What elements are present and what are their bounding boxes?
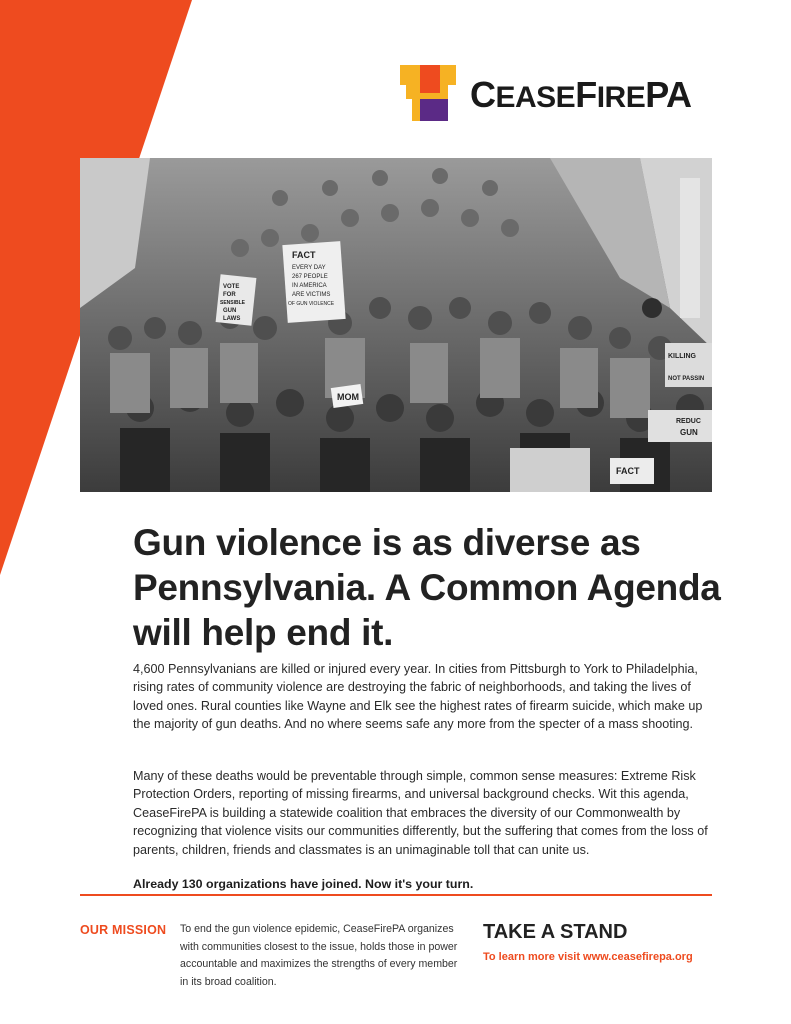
mission-text: To end the gun violence epidemic, CeaseFirePA organizes with communities closest to the issue, holds those in power accountable and maximizes the strengths of every member in its broad coalition. — [180, 923, 458, 988]
svg-text:ARE VICTIMS: ARE VICTIMS — [292, 292, 331, 298]
keystone-logo-icon — [400, 63, 460, 123]
logo-wordmark: CEASEFIREPA — [470, 74, 692, 115]
orange-divider — [80, 894, 712, 896]
svg-text:FACT: FACT — [616, 466, 640, 476]
mission-label: OUR MISSION — [80, 923, 167, 937]
website-link[interactable]: To learn more visit www.ceasefirepa.org — [483, 951, 693, 963]
callout-text: Already 130 organizations have joined. Now it's your turn. — [133, 877, 474, 891]
sign-mom — [331, 384, 363, 408]
headline: Gun violence is as diverse as Pennsylvania. A Common Agenda will help end it. — [133, 522, 721, 653]
rally-photo — [80, 158, 712, 492]
svg-text:NOT PASSIN: NOT PASSIN — [668, 376, 705, 382]
sign-fact-bottom — [610, 458, 654, 484]
svg-text:FOR: FOR — [223, 292, 236, 298]
svg-text:OF GUN VIOLENCE: OF GUN VIOLENCE — [288, 301, 335, 307]
svg-text:EVERY DAY: EVERY DAY — [292, 265, 326, 271]
svg-text:VOTE: VOTE — [223, 284, 240, 290]
svg-text:KILLING: KILLING — [668, 353, 696, 360]
sign-reduce-gun — [648, 410, 712, 442]
svg-text:IN AMERICA: IN AMERICA — [292, 283, 327, 289]
svg-text:GUN: GUN — [223, 308, 237, 314]
ceasefirepa-logo[interactable] — [400, 63, 720, 125]
svg-text:267 PEOPLE: 267 PEOPLE — [292, 274, 328, 280]
svg-text:REDUC: REDUC — [676, 418, 701, 425]
body-paragraph-1: 4,600 Pennsylvanians are killed or injured every year. In cities from Pittsburgh to York to Philadelphia, rising rates of community violence are destroying the fabric of neighborhoods, and taking the lives of loved ones. Rural counties like Wayne and Elk see the highest rates of firearm suicide, which make up the majority of gun deaths. And no where seems safe any more from the specter of a mass shooting. — [133, 662, 703, 732]
svg-text:MOM: MOM — [337, 392, 359, 402]
take-a-stand-heading: TAKE A STAND — [483, 921, 628, 943]
svg-text:LAWS: LAWS — [223, 316, 241, 322]
svg-text:FACT: FACT — [292, 250, 316, 260]
sign-fact-every-day — [282, 241, 345, 323]
svg-text:SENSIBLE: SENSIBLE — [220, 300, 246, 306]
body-paragraph-2: Many of these deaths would be preventable through simple, common sense measures: Extreme Risk Protection Orders, reporting of missing firearms, and universal background checks. Wit this agenda, CeaseFirePA is building a statewide coalition that embraces the diversity of our Commonwealth by recognizing that violence visits our communities differently, but the suffering that comes from the loss of parents, children, friends and classmates is an unimaginable toll that can unite us. — [133, 769, 708, 857]
sign-vote-sensible-gun-laws — [216, 274, 257, 326]
svg-text:GUN: GUN — [680, 428, 698, 437]
sign-killing-not-passing — [665, 343, 712, 387]
